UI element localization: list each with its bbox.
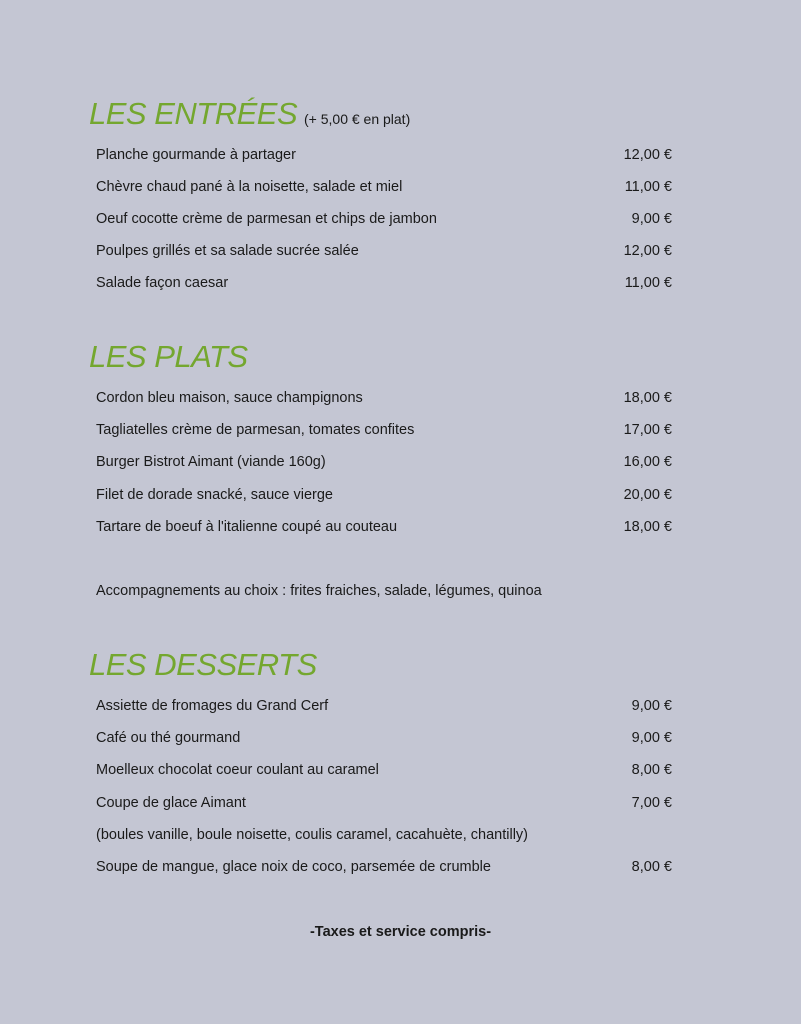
item-price: 8,00 €: [631, 859, 672, 875]
menu-item: [96, 485, 672, 505]
item-name: Planche gourmande à partager: [96, 147, 296, 163]
menu-item: [96, 177, 672, 197]
menu-item: [96, 145, 672, 165]
menu-item: [96, 420, 672, 440]
item-name: Tartare de boeuf à l'italienne coupé au couteau: [96, 519, 398, 535]
accompaniments-note: Accompagnements au choix : frites fraiches, salade, légumes, quinoa: [96, 583, 542, 599]
item-price: 7,00 €: [631, 795, 672, 811]
desserts-title: LES DESSERTS: [89, 647, 317, 682]
item-name: Coupe de glace Aimant: [96, 795, 246, 811]
item-name: Cordon bleu maison, sauce champignons: [96, 390, 363, 406]
item-price: 11,00 €: [624, 179, 672, 195]
menu-item: [96, 793, 672, 813]
menu-item: [96, 388, 672, 408]
item-price: 11,00 €: [624, 275, 672, 291]
entrees-plat-supplement-note: (+ 5,00 € en plat): [304, 111, 411, 127]
menu-item: [96, 760, 672, 780]
menu-item: [96, 696, 672, 716]
menu-item: [96, 728, 672, 748]
item-price: 18,00 €: [623, 390, 672, 406]
coupe-details-note: (boules vanille, boule noisette, coulis caramel, cacahuète, chantilly): [96, 827, 529, 843]
item-price: 9,00 €: [631, 211, 672, 227]
item-price: 12,00 €: [623, 243, 672, 259]
menu-item: [96, 241, 672, 261]
item-name: Oeuf cocotte crème de parmesan et chips de jambon: [96, 211, 437, 227]
item-name: Burger Bistrot Aimant (viande 160g): [96, 454, 326, 470]
item-price: 12,00 €: [623, 147, 672, 163]
menu-item: [96, 209, 672, 229]
item-name: Filet de dorade snacké, sauce vierge: [96, 487, 333, 503]
item-name: Café ou thé gourmand: [96, 730, 241, 746]
item-price: 17,00 €: [623, 422, 672, 438]
item-price: 16,00 €: [623, 454, 672, 470]
item-price: 18,00 €: [623, 519, 672, 535]
item-price: 9,00 €: [631, 730, 672, 746]
item-name: Salade façon caesar: [96, 275, 229, 291]
item-name: Poulpes grillés et sa salade sucrée salée: [96, 243, 359, 259]
item-name: Moelleux chocolat coeur coulant au caramel: [96, 762, 379, 778]
item-name: Chèvre chaud pané à la noisette, salade et miel: [96, 179, 403, 195]
menu-item: [96, 517, 672, 537]
plats-title: LES PLATS: [89, 339, 248, 374]
item-name: Assiette de fromages du Grand Cerf: [96, 698, 329, 714]
menu-item: [96, 273, 672, 293]
item-name: Tagliatelles crème de parmesan, tomates confites: [96, 422, 415, 438]
menu-item: [96, 452, 672, 472]
menu-item: [96, 857, 672, 877]
taxes-footer: -Taxes et service compris-: [309, 924, 492, 940]
item-price: 9,00 €: [631, 698, 672, 714]
item-price: 20,00 €: [623, 487, 672, 503]
entrees-title: LES ENTRÉES: [89, 96, 298, 131]
item-name: Soupe de mangue, glace noix de coco, parsemée de crumble: [96, 859, 491, 875]
item-price: 8,00 €: [631, 762, 672, 778]
